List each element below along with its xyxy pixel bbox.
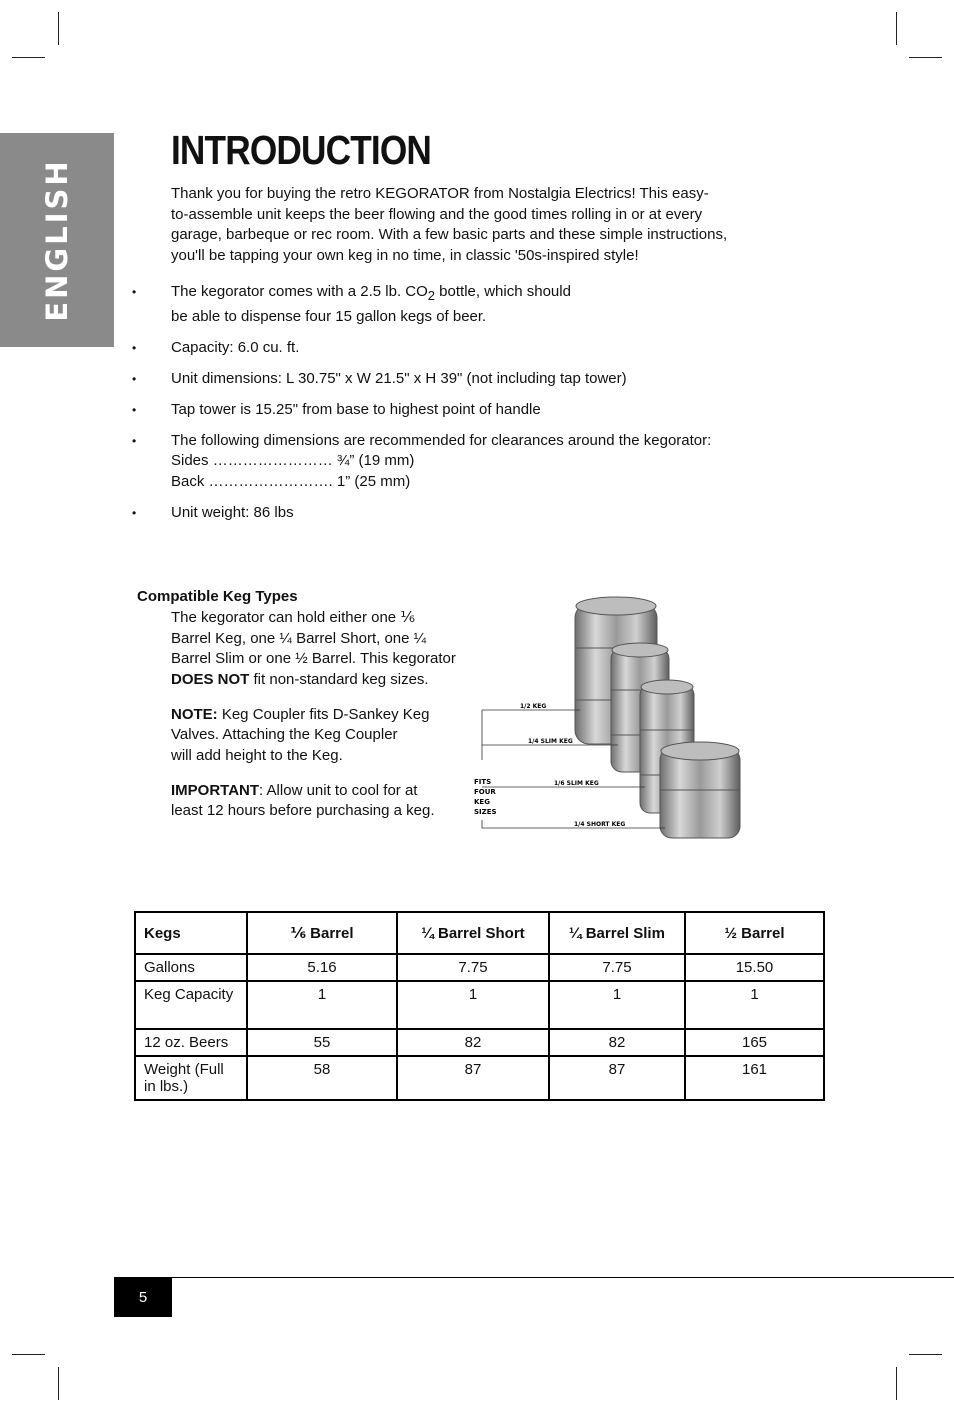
language-tab: [0, 133, 114, 347]
crop-mark: [58, 1367, 59, 1400]
intro-line: you'll be tapping your own keg in no time, in classic '50s-inspired style!: [171, 246, 639, 264]
crop-mark: [909, 1354, 942, 1355]
table-header: ⅙ Barrel: [247, 912, 397, 954]
table-cell: 12 oz. Beers: [135, 1029, 247, 1056]
important-paragraph: [171, 781, 471, 822]
table-cell: 1: [397, 981, 549, 1029]
page-title: INTRODUCTION: [171, 127, 431, 173]
co2-text-line2: be able to dispense four 15 gallon kegs of beer.: [171, 307, 487, 325]
fits-label: FITS: [474, 778, 492, 786]
table-cell: 87: [397, 1056, 549, 1100]
important-line: : Allow unit to cool for at: [259, 781, 418, 799]
table-cell: 82: [397, 1029, 549, 1056]
clearance-sides: Sides …………………… ¾” (19 mm): [171, 452, 415, 469]
compat-heading: Compatible Keg Types: [137, 588, 298, 605]
table-cell: 7.75: [397, 954, 549, 981]
list-item: [130, 282, 780, 327]
label-half-keg: 1/2 KEG: [520, 703, 547, 710]
table-header: ¼ Barrel Short: [397, 912, 549, 954]
note-line: Keg Coupler fits D-Sankey Keg: [217, 705, 430, 723]
table-row: [135, 981, 824, 1029]
table-cell: Keg Capacity: [135, 981, 247, 1029]
table-cell: 161: [685, 1056, 824, 1100]
table-row: [135, 1029, 824, 1056]
table-cell: Gallons: [135, 954, 247, 981]
list-item: • Unit weight: 86 lbs: [130, 503, 780, 524]
keg-sizes-figure: [470, 590, 760, 850]
table-cell: 58: [247, 1056, 397, 1100]
note-line: will add height to the Keg.: [171, 746, 343, 764]
co2-subscript: 2: [427, 288, 436, 303]
compat-line: The kegorator can hold either one ⅙: [171, 609, 415, 626]
table-header-row: [135, 912, 824, 954]
important-line: least 12 hours before purchasing a keg.: [171, 802, 435, 819]
co2-text: The kegorator comes with a 2.5 lb. CO: [171, 283, 428, 300]
table-cell: 5.16: [247, 954, 397, 981]
label-quarter-slim: 1/4 SLIM KEG: [528, 738, 573, 745]
clearance-intro: • The following dimensions are recommended for clearances around the kegorator:: [171, 431, 712, 449]
footer-rule: [114, 1277, 954, 1278]
compat-line: Barrel Slim or one ½ Barrel. This kegorator: [171, 650, 456, 667]
crop-mark: [58, 12, 59, 45]
table-header: Kegs: [135, 912, 247, 954]
list-item: • Unit dimensions: L 30.75" x W 21.5" x H 39" (not including tap tower): [130, 369, 780, 390]
table-cell: 165: [685, 1029, 824, 1056]
table-cell: [135, 1056, 247, 1100]
intro-paragraph: [171, 184, 771, 266]
does-not-emphasis: DOES NOT: [171, 670, 250, 688]
list-item: • Tap tower is 15.25" from base to highest point of handle: [130, 400, 780, 421]
page-number-text: 5: [138, 1289, 148, 1306]
table-cell: 55: [247, 1029, 397, 1056]
list-item: [130, 431, 780, 493]
list-item: • Capacity: 6.0 cu. ft.: [130, 338, 780, 359]
cell-line: in lbs.): [144, 1078, 189, 1095]
note-paragraph: [171, 705, 471, 767]
fits-label: FOUR: [474, 788, 496, 796]
table-cell: 87: [549, 1056, 685, 1100]
table-cell: 1: [247, 981, 397, 1029]
page-number: [114, 1278, 172, 1317]
note-line: Valves. Attaching the Keg Coupler: [171, 726, 398, 743]
important-label: IMPORTANT: [171, 781, 260, 799]
table-cell: 7.75: [549, 954, 685, 981]
intro-line: garage, barbeque or rec room. With a few basic parts and these simple instructions,: [171, 226, 728, 243]
feature-list: [130, 282, 780, 534]
clearance-back: Back ……………………. 1” (25 mm): [171, 472, 411, 490]
note-label: NOTE:: [171, 705, 218, 723]
cell-line: Weight (Full: [144, 1061, 224, 1078]
fits-label: SIZES: [474, 808, 497, 816]
compat-body: [171, 608, 471, 836]
table-row: [135, 1056, 824, 1100]
table-cell: 1: [549, 981, 685, 1029]
keg-table: [134, 911, 825, 1101]
table-row: [135, 954, 824, 981]
intro-line: Thank you for buying the retro KEGORATOR from Nostalgia Electrics! This easy-: [171, 185, 709, 202]
fits-label: KEG: [474, 798, 490, 806]
crop-mark: [12, 57, 45, 58]
table-header: ¼ Barrel Slim: [549, 912, 685, 954]
table-cell: 82: [549, 1029, 685, 1056]
language-tab-label: ENGLISH: [40, 158, 74, 322]
label-sixth-slim: 1/6 SLIM KEG: [554, 780, 599, 787]
co2-text-cont: bottle, which should: [435, 283, 571, 300]
label-quarter-short: 1/4 SHORT KEG: [574, 821, 626, 828]
crop-mark: [12, 1354, 45, 1355]
table-cell: 1: [685, 981, 824, 1029]
crop-mark: [909, 57, 942, 58]
compat-line: Barrel Keg, one ¼ Barrel Short, one ¼: [171, 629, 427, 647]
crop-mark: [896, 1367, 897, 1400]
crop-mark: [896, 12, 897, 45]
intro-line: to-assemble unit keeps the beer flowing and the good times rolling in or at every: [171, 205, 703, 223]
quarter-short-keg: [660, 742, 740, 838]
table-header: ½ Barrel: [685, 912, 824, 954]
table-cell: 15.50: [685, 954, 824, 981]
compat-paragraph: [171, 608, 471, 690]
compat-line: fit non-standard keg sizes.: [249, 670, 429, 688]
